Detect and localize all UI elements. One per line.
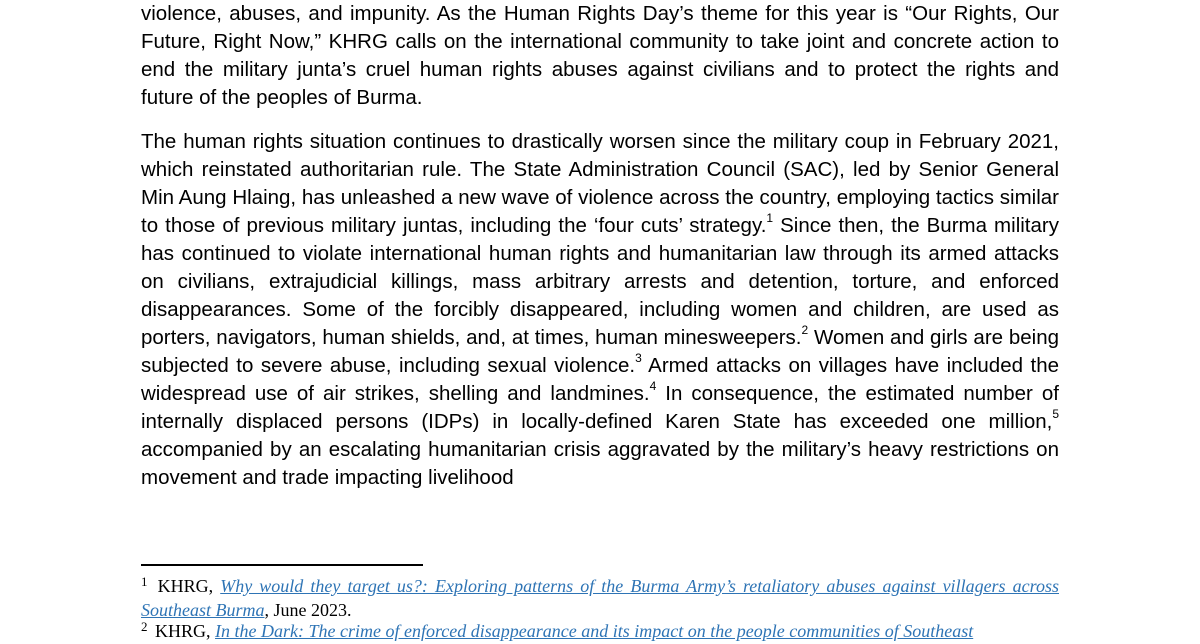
paragraph-2-sentence-5: In consequence, the estimated number of internally displaced persons (IDPs) in locally-defined Karen State has exceeded one million,	[141, 382, 1059, 433]
footnote-2-prefix: KHRG,	[150, 621, 216, 641]
footnote-ref-3[interactable]: 3	[635, 351, 642, 366]
footnote-1-prefix: KHRG,	[150, 576, 221, 596]
paragraph-2-sentence-3: Women and girls are being subjected to severe abuse, including sexual violence.	[141, 326, 1059, 377]
paragraph-1: violence, abuses, and impunity. As the Human Rights Day’s theme for this year is “Our Rights, Our Future, Right Now,” KHRG calls on the international community to take joint and concrete action to end the military junta’s cruel human rights abuses against civilians and to protect the rights and future of the peoples of Burma.	[141, 2, 1059, 109]
footnote-1-suffix: , June 2023.	[264, 600, 352, 620]
footnote-ref-5[interactable]: 5	[1052, 407, 1059, 422]
footnote-1-number: 1	[141, 574, 148, 589]
footnote-1-link[interactable]: Why would they target us?: Exploring patterns of the Burma Army’s retaliatory abuses against villagers across Southeast Burma	[141, 576, 1059, 620]
paragraph-2-sentence-2: Since then, the Burma military has continued to violate international human rights and humanitarian law through its armed attacks on civilians, extrajudicial killings, mass arbitrary arrests and detention, torture, and enforced disappearances. Some of the forcibly disappeared, including women and children, are used as porters, navigators, human shields, and, at times, human minesweepers.	[141, 214, 1059, 349]
footnote-2-link[interactable]: In the Dark: The crime of enforced disappearance and its impact on the people communities of Southeast	[215, 621, 974, 641]
footnote-2-number: 2	[141, 620, 148, 634]
paragraph-2-sentence-6: accompanied by an escalating humanitarian crisis aggravated by the military’s heavy restrictions on movement and trade impacting livelihood	[141, 438, 1059, 489]
footnote-separator	[141, 564, 423, 566]
footnote-ref-2[interactable]: 2	[801, 323, 809, 338]
footnote-ref-4[interactable]: 4	[649, 379, 657, 394]
paragraph-2	[141, 128, 1059, 492]
footnote-2	[141, 620, 1059, 644]
footnote-ref-1[interactable]: 1	[766, 211, 774, 226]
footnote-1	[141, 575, 1059, 622]
paragraph-2-sentence-1: The human rights situation continues to drastically worsen since the military coup in February 2021, which reinstated authoritarian rule. The State Administration Council (SAC), led by Senior General Min Aung Hlaing, has unleashed a new wave of violence across the country, employing tactics similar to those of previous military juntas, including the ‘four cuts’ strategy.	[141, 130, 1059, 237]
paragraph-2-sentence-4: Armed attacks on villages have included the widespread use of air strikes, shelling and landmines.	[141, 354, 1059, 405]
